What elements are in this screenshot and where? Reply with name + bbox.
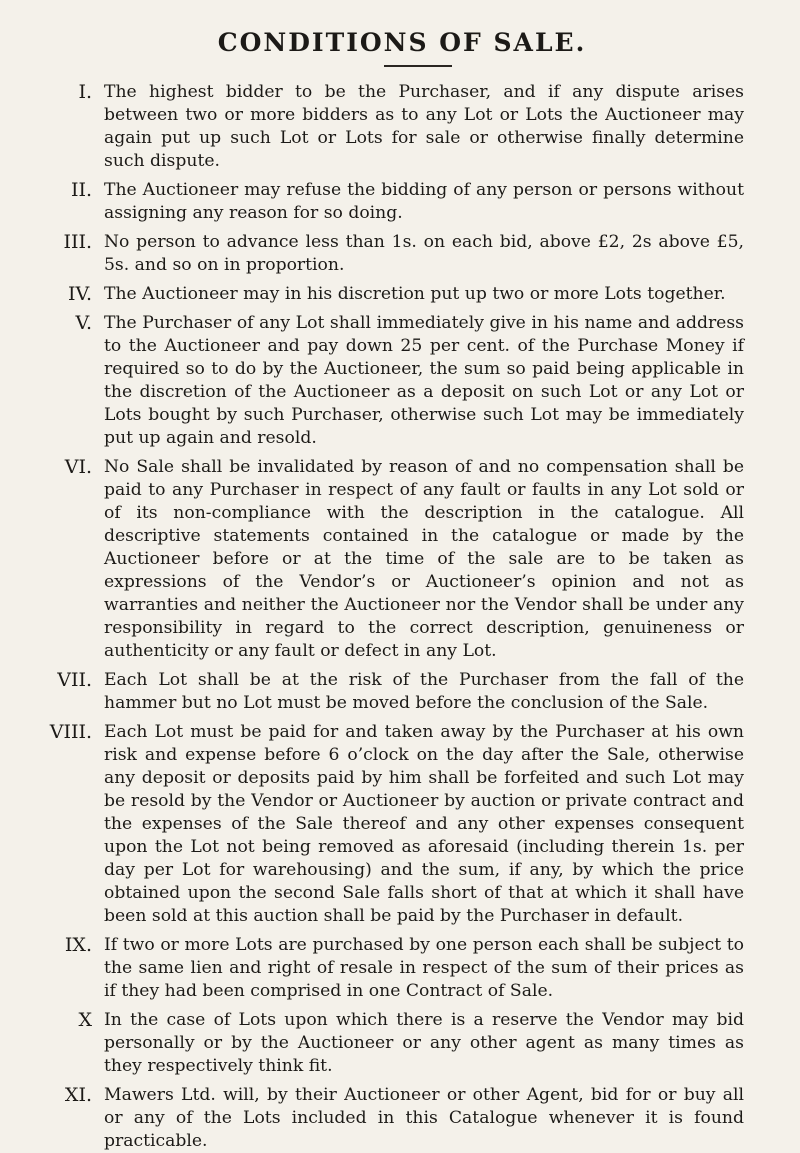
clause-number: III. xyxy=(63,231,92,253)
clause-4 xyxy=(48,283,744,306)
clause-9 xyxy=(48,934,744,1003)
clause-text: No Sale shall be invalidated by reason of and no compensation shall be paid to any Purchaser in respect of any fault or faults in any Lot sold or of its non-compliance with the description in the catalogue. All descriptive statements contained in the catalogue or made by the Auctioneer before or at the time of the sale are to be taken as expressions of the Vendor’s or Auctioneer’s opinion and not as warranties and neither the Auctioneer nor the Vendor shall be under any responsibility in regard to the correct description, genuineness or authenticity or any fault or defect in any Lot. xyxy=(104,457,744,661)
clause-5 xyxy=(48,312,744,450)
clause-1 xyxy=(48,81,744,173)
clause-number: XI. xyxy=(64,1084,92,1106)
clause-text: The highest bidder to be the Purchaser, and if any dispute arises between two or more bidders as to any Lot or Lots the Auctioneer may again put up such Lot or Lots for sale or otherwise finally determine such dispute. xyxy=(104,82,744,171)
clause-number: V. xyxy=(75,312,92,334)
clause-number: I. xyxy=(78,81,92,103)
clause-text: Each Lot shall be at the risk of the Purchaser from the fall of the hammer but no Lot must be moved before the conclusion of the Sale. xyxy=(104,670,744,713)
clause-2 xyxy=(48,179,744,225)
clause-text: Each Lot must be paid for and taken away by the Purchaser at his own risk and expense before 6 o’clock on the day after the Sale, otherwise any deposit or deposits paid by him shall be forfeited and such Lot may be resold by the Vendor or Auctioneer by auction or private contract and the expenses of the Sale thereof and any other expenses consequent upon the Lot not being removed as aforesaid (including therein 1s. per day per Lot for warehousing) and the sum, if any, by which the price obtained upon the second Sale falls short of that at which it shall have been sold at this auction shall be paid by the Purchaser in default. xyxy=(104,722,744,926)
clause-10 xyxy=(48,1009,744,1078)
page-title: CONDITIONS OF SALE. xyxy=(217,28,587,57)
clause-7 xyxy=(48,669,744,715)
clause-8 xyxy=(48,721,744,928)
clause-number: IV. xyxy=(68,283,92,305)
clause-number: VI. xyxy=(64,456,92,478)
clause-text: If two or more Lots are purchased by one person each shall be subject to the same lien and right of resale in respect of the sum of their prices as if they had been comprised in one Contract of Sale. xyxy=(104,935,744,1001)
clause-number: IX. xyxy=(64,934,92,956)
clause-text: The Purchaser of any Lot shall immediately give in his name and address to the Auctioneer and pay down 25 per cent. of the Purchase Money if required so to do by the Auctioneer, the sum so paid being applicable in the discretion of the Auctioneer as a deposit on such Lot or any Lot or Lots bought by such Purchaser, otherwise such Lot may be immediately put up again and resold. xyxy=(104,313,744,448)
clause-6 xyxy=(48,456,744,663)
clause-text: The Auctioneer may in his discretion put up two or more Lots together. xyxy=(104,284,726,304)
title-underline xyxy=(384,65,452,67)
clause-number: II. xyxy=(70,179,92,201)
clause-number: VIII. xyxy=(49,721,92,743)
clause-text: No person to advance less than 1s. on each bid, above £2, 2s above £5, 5s. and so on in proportion. xyxy=(104,232,744,275)
clause-11 xyxy=(48,1084,744,1153)
clause-3 xyxy=(48,231,744,277)
clause-text: In the case of Lots upon which there is a reserve the Vendor may bid personally or by the Auctioneer or any other agent as many times as they respectively think fit. xyxy=(104,1010,744,1076)
clause-text: Mawers Ltd. will, by their Auctioneer or other Agent, bid for or buy all or any of the Lots included in this Catalogue whenever it is found practicable. xyxy=(104,1085,744,1151)
clause-number: VII. xyxy=(57,669,92,691)
clause-number: X xyxy=(78,1009,92,1031)
clause-text: The Auctioneer may refuse the bidding of any person or persons without assigning any reason for so doing. xyxy=(104,180,744,223)
